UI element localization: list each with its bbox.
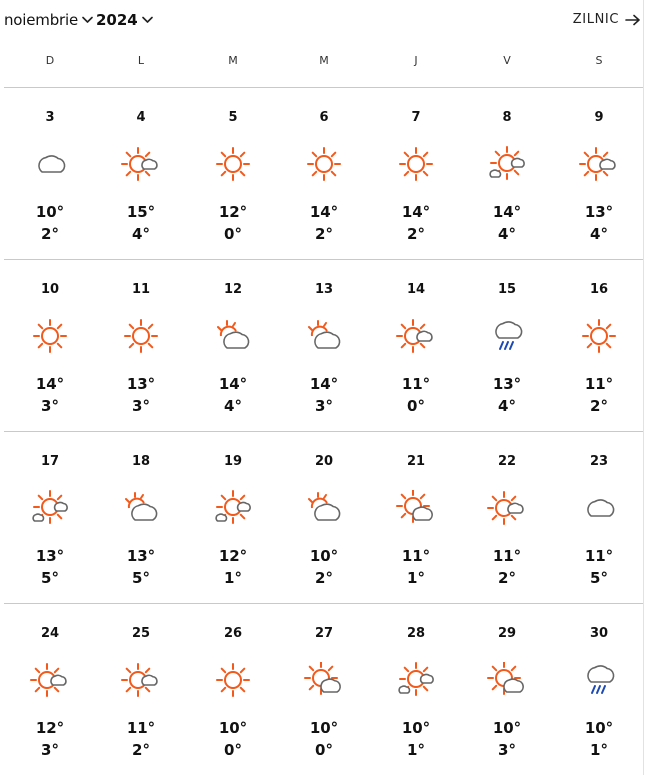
day-number: 13: [314, 282, 334, 297]
max-temperature: 11°: [126, 719, 156, 737]
day-number: 5: [228, 110, 238, 125]
max-temperature: 10°: [309, 719, 339, 737]
min-temperature: 4°: [224, 397, 242, 415]
min-temperature: 2°: [315, 569, 333, 587]
day-number: 10: [40, 282, 60, 297]
day-number: 20: [314, 454, 334, 469]
max-temperature: 14°: [218, 375, 248, 393]
day-cell[interactable]: [95, 88, 187, 258]
weekday-label: J: [414, 54, 418, 67]
day-cell[interactable]: [461, 604, 553, 774]
weekday-label: M: [319, 54, 329, 67]
day-cell[interactable]: [553, 88, 645, 258]
min-temperature: 5°: [41, 569, 59, 587]
min-temperature: 2°: [407, 225, 425, 243]
day-cell[interactable]: [370, 88, 462, 258]
day-number: 3: [45, 110, 55, 125]
daily-view-link[interactable]: [573, 12, 641, 27]
day-cell[interactable]: [278, 604, 370, 774]
sun-icon: [304, 146, 344, 182]
max-temperature: 14°: [401, 203, 431, 221]
min-temperature: 3°: [498, 741, 516, 759]
sun-two-clouds-icon: [396, 662, 436, 698]
max-temperature: 11°: [492, 547, 522, 565]
day-cell[interactable]: [4, 260, 96, 430]
day-number: 18: [131, 454, 151, 469]
max-temperature: 12°: [218, 203, 248, 221]
sun-cloud-icon: [121, 146, 161, 182]
max-temperature: 10°: [492, 719, 522, 737]
max-temperature: 13°: [126, 547, 156, 565]
sun-two-clouds-icon: [487, 146, 527, 182]
min-temperature: 2°: [132, 741, 150, 759]
day-number: 30: [589, 626, 609, 641]
day-number: 25: [131, 626, 151, 641]
day-cell[interactable]: [187, 260, 279, 430]
weekday-label: L: [137, 54, 145, 67]
sun-cloud-icon: [30, 662, 70, 698]
sun-big-cloud-icon: [396, 490, 436, 526]
day-cell[interactable]: [553, 432, 645, 602]
sun-big-cloud-icon: [304, 662, 344, 698]
day-cell[interactable]: [95, 604, 187, 774]
day-cell[interactable]: [187, 432, 279, 602]
max-temperature: 14°: [309, 203, 339, 221]
day-number: 29: [497, 626, 517, 641]
max-temperature: 15°: [126, 203, 156, 221]
max-temperature: 13°: [492, 375, 522, 393]
day-cell[interactable]: [370, 604, 462, 774]
year-label: 2024: [96, 11, 138, 29]
day-number: 4: [136, 110, 146, 125]
max-temperature: 13°: [35, 547, 65, 565]
max-temperature: 12°: [35, 719, 65, 737]
max-temperature: 10°: [309, 547, 339, 565]
weekday-label: S: [595, 54, 603, 67]
min-temperature: 1°: [407, 569, 425, 587]
day-cell[interactable]: [95, 432, 187, 602]
sun-icon: [396, 146, 436, 182]
day-number: 23: [589, 454, 609, 469]
partly-cloudy-icon: [213, 318, 253, 354]
day-number: 24: [40, 626, 60, 641]
day-number: 22: [497, 454, 517, 469]
min-temperature: 5°: [132, 569, 150, 587]
day-cell[interactable]: [461, 88, 553, 258]
sun-cloud-icon: [121, 662, 161, 698]
min-temperature: 3°: [315, 397, 333, 415]
sun-cloud-icon: [487, 490, 527, 526]
day-cell[interactable]: [553, 260, 645, 430]
day-cell[interactable]: [4, 432, 96, 602]
day-number: 26: [223, 626, 243, 641]
month-label: noiembrie: [4, 11, 78, 29]
arrow-right-icon: [625, 14, 641, 26]
min-temperature: 0°: [224, 741, 242, 759]
toolbar: [0, 0, 643, 42]
max-temperature: 14°: [492, 203, 522, 221]
min-temperature: 4°: [590, 225, 608, 243]
day-cell[interactable]: [187, 88, 279, 258]
chevron-down-icon: [82, 16, 93, 24]
day-cell[interactable]: [278, 260, 370, 430]
day-number: 28: [406, 626, 426, 641]
min-temperature: 2°: [41, 225, 59, 243]
day-cell[interactable]: [553, 604, 645, 774]
min-temperature: 4°: [498, 397, 516, 415]
day-number: 19: [223, 454, 243, 469]
day-number: 8: [502, 110, 512, 125]
max-temperature: 13°: [584, 203, 614, 221]
day-number: 7: [411, 110, 421, 125]
partly-cloudy-icon: [121, 490, 161, 526]
max-temperature: 14°: [35, 375, 65, 393]
sun-big-cloud-icon: [487, 662, 527, 698]
day-cell[interactable]: [461, 260, 553, 430]
weekday-label: M: [228, 54, 238, 67]
min-temperature: 5°: [590, 569, 608, 587]
sun-icon: [213, 662, 253, 698]
partly-cloudy-icon: [304, 490, 344, 526]
cloud-icon: [30, 146, 70, 182]
max-temperature: 11°: [401, 375, 431, 393]
max-temperature: 13°: [126, 375, 156, 393]
sun-two-clouds-icon: [30, 490, 70, 526]
min-temperature: 3°: [132, 397, 150, 415]
daily-view-label: ZILNIC: [572, 12, 619, 27]
min-temperature: 3°: [41, 741, 59, 759]
min-temperature: 0°: [224, 225, 242, 243]
max-temperature: 11°: [584, 375, 614, 393]
min-temperature: 3°: [41, 397, 59, 415]
weekday-label: V: [503, 54, 511, 67]
max-temperature: 10°: [35, 203, 65, 221]
day-cell[interactable]: [278, 88, 370, 258]
day-cell[interactable]: [4, 88, 96, 258]
day-number: 11: [131, 282, 151, 297]
sun-cloud-icon: [579, 146, 619, 182]
day-number: 15: [497, 282, 517, 297]
day-cell[interactable]: [370, 260, 462, 430]
cloud-icon: [579, 490, 619, 526]
day-number: 16: [589, 282, 609, 297]
max-temperature: 11°: [401, 547, 431, 565]
day-number: 9: [594, 110, 604, 125]
day-cell[interactable]: [187, 604, 279, 774]
sun-cloud-icon: [396, 318, 436, 354]
day-number: 6: [319, 110, 329, 125]
max-temperature: 14°: [309, 375, 339, 393]
min-temperature: 1°: [224, 569, 242, 587]
min-temperature: 0°: [407, 397, 425, 415]
rain-cloud-icon: [579, 662, 619, 698]
max-temperature: 11°: [584, 547, 614, 565]
min-temperature: 4°: [132, 225, 150, 243]
max-temperature: 12°: [218, 547, 248, 565]
min-temperature: 1°: [407, 741, 425, 759]
chevron-down-icon: [142, 16, 153, 24]
max-temperature: 10°: [401, 719, 431, 737]
min-temperature: 1°: [590, 741, 608, 759]
max-temperature: 10°: [218, 719, 248, 737]
day-number: 17: [40, 454, 60, 469]
month-selector[interactable]: [4, 11, 93, 29]
sun-two-clouds-icon: [213, 490, 253, 526]
sun-icon: [579, 318, 619, 354]
min-temperature: 2°: [315, 225, 333, 243]
sun-icon: [121, 318, 161, 354]
partly-cloudy-icon: [304, 318, 344, 354]
rain-cloud-icon: [487, 318, 527, 354]
min-temperature: 2°: [590, 397, 608, 415]
min-temperature: 0°: [315, 741, 333, 759]
day-cell[interactable]: [461, 432, 553, 602]
min-temperature: 4°: [498, 225, 516, 243]
sun-icon: [213, 146, 253, 182]
weekday-label: D: [45, 54, 55, 67]
day-cell[interactable]: [4, 604, 96, 774]
sun-icon: [30, 318, 70, 354]
day-cell[interactable]: [95, 260, 187, 430]
day-number: 21: [406, 454, 426, 469]
day-number: 14: [406, 282, 426, 297]
day-number: 12: [223, 282, 243, 297]
max-temperature: 10°: [584, 719, 614, 737]
day-cell[interactable]: [370, 432, 462, 602]
day-number: 27: [314, 626, 334, 641]
day-cell[interactable]: [278, 432, 370, 602]
year-selector[interactable]: [96, 11, 153, 29]
min-temperature: 2°: [498, 569, 516, 587]
